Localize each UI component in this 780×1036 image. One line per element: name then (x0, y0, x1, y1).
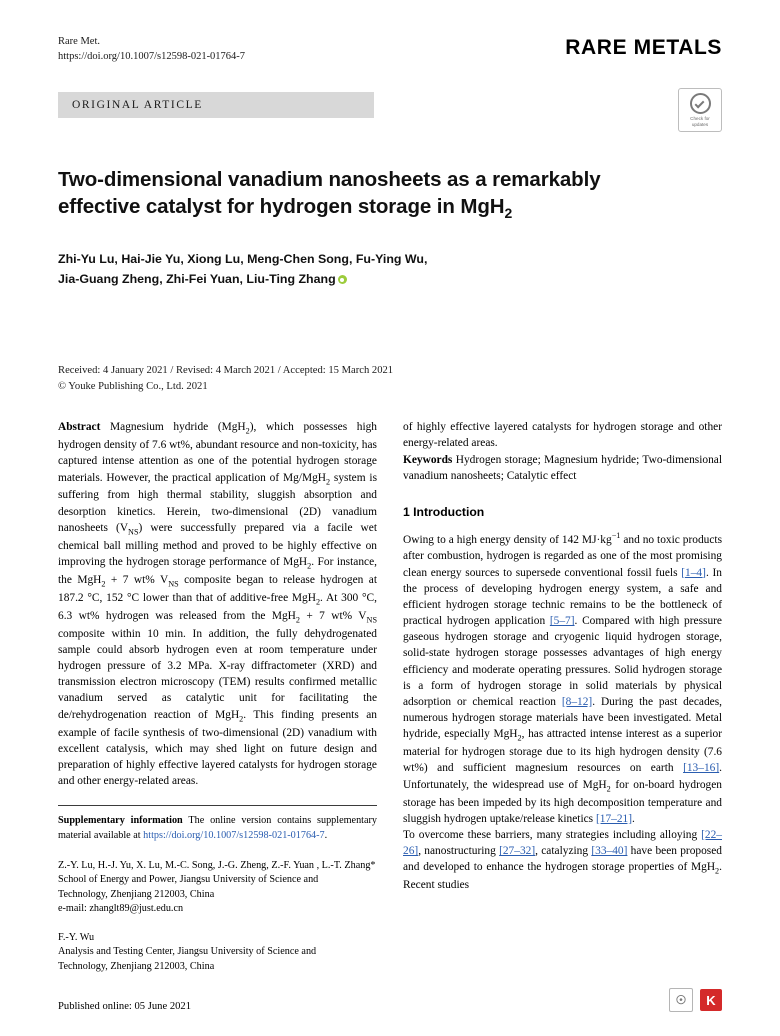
author-line-1: Zhi-Yu Lu, Hai-Jie Yu, Xiong Lu, Meng-Chen Song, Fu-Ying Wu, (58, 251, 428, 266)
doi-text: https://doi.org/10.1007/s12598-021-01764-7 (58, 51, 246, 63)
affiliation-2-address-line1: Analysis and Testing Center, Jiangsu University of Science and (58, 946, 317, 958)
intro-p1-h: for on-board hydrogen storage has been impeded by its high decomposition temperature and sluggish hydrogen uptake/release kinetics (403, 778, 723, 825)
article-type-row (58, 92, 722, 132)
keywords-label: Keywords (403, 453, 453, 466)
crossmark-label-line1: Check for (690, 115, 710, 121)
citation-27-32[interactable]: [27–32] (499, 845, 536, 858)
copyright-line: © Youke Publishing Co., Ltd. 2021 (58, 381, 208, 393)
article-type-badge: ORIGINAL ARTICLE (58, 92, 374, 118)
intro-p2-a: To overcome these barriers, many strategies including alloying (403, 828, 702, 841)
publication-dates (58, 363, 722, 395)
intro-p1-a: Owing to a high energy density of 142 MJ·kg (403, 534, 612, 547)
section-heading-introduction: 1 Introduction (403, 505, 485, 519)
abstract-text-1: Magnesium hydride (MgH (100, 421, 246, 434)
title-subscript: 2 (504, 205, 513, 222)
keywords-text: Hydrogen storage; Magnesium hydride; Two-dimensional vanadium nanosheets; Catalytic effect (403, 453, 722, 482)
abstract-text-5: . For instance, the MgH (58, 555, 377, 586)
affiliation-1-email[interactable]: e-mail: zhanglt89@just.edu.cn (58, 903, 184, 915)
journal-short-name: Rare Met. (58, 36, 100, 47)
citation-13-16[interactable]: [13–16] (683, 762, 720, 775)
published-date: Published online: 05 June 2021 (58, 1001, 192, 1012)
affiliation-2-authors: F.-Y. Wu (58, 931, 95, 943)
crossmark-label-line2: updates (691, 121, 709, 127)
affiliations (58, 859, 377, 974)
journal-title: RARE METALS (565, 36, 722, 59)
title-line-1: Two-dimensional vanadium nanosheets as a remarkably (58, 168, 601, 191)
crossmark-button[interactable] (678, 88, 722, 132)
supplementary-text: The online version contains supplementary material available at (58, 815, 377, 841)
intro-p1-b: and no toxic products after combustion, hydrogen is regarded as one of the most promising clean energy sources to supersede conventional fossil fuels (403, 534, 722, 579)
affiliation-block-2 (58, 931, 377, 974)
page-title (58, 166, 722, 223)
abstract-paragraph: Abstract Magnesium hydride (MgH$_2$), which possesses high hydrogen density of 7.6 wt%, abundant resource and non-toxicity, has captured intense attention as one of the potential hydrogen storage materials. However, the practical application of Mg/MgH$_2$ system is suffering from high thermal stability, sluggish absorption and desorption kinetics. Herein, two-dimensional (2D) vanadium nanosheets $(V_{NS})$ were successfully prepared via a facile wet chemical ball milling method and proved to be highly effective on improving the hydrogen storage performance of MgH$_2$. For instance, the MgH$_2$ + 7 wt% $V_{NS}$ composite began to release hydrogen at 187.2 °C, 152 °C lower than that of additive-free MgH$_2$. At 300 °C, 6.3 wt% hydrogen was released from the MgH$_2$ + 7 wt% $V_{NS}$ composite within 10 min. In addition, the fully dehydrogenated sample could absorb hydrogen even at room temperature under hydrogen pressure of 3.2 MPa. X-ray diffractometer (XRD) and transmission electron microscopy (TEM) results confirmed metallic vanadium served as catalytic unit for facilitating the de/rehydrogenation reaction of MgH$_2$. This finding presents an example of facile synthesis of two-dimensional (2D) vanadium with excellent catalysis, which may shed light on future design and preparation of highly effective layered catalysts for hydrogen storage and other energy-related areas. (58, 421, 378, 788)
intro-p1-e: . During the past decades, numerous hydrogen storage materials have been investigated. Metal hydride, especially MgH (403, 696, 722, 741)
intro-p1-i: . (632, 812, 635, 825)
column-right (403, 419, 722, 974)
abstract-text-10: composite within 10 min. In addition, the fully dehydrogenated sample could absorb hydrogen even at room temperature under hydrogen pressure of 3.2 MPa. X-ray diffractometer (XRD) and transmission electron microscopy (TEM) results confirmed metallic vanadium served as catalytic unit for facilitating the de/rehydrogenation reaction of MgH (58, 627, 377, 721)
citation-5-7[interactable]: [5–7] (549, 615, 575, 628)
abstract-tail-text: of highly effective layered catalysts for hydrogen storage and other energy-related areas. (403, 421, 722, 450)
supplementary-label: Supplementary information (58, 815, 183, 827)
supplementary-note (58, 814, 377, 843)
page-header (58, 34, 722, 76)
author-list (58, 249, 722, 290)
citation-8-12[interactable]: [8–12] (561, 696, 593, 708)
abstract-text-8: . At 300 °C, 6.3 wt% hydrogen was released from the MgH (58, 591, 377, 622)
intro-p1-d: . Compared with high pressure gaseous hydrogen storage and cryogenic liquid hydrogen storage, solid-state hydrogen storage possesses advantages of high energy efficiency and moderate operating pressures. Solid hydrogen storage is a form of hydrogen storage in solid materials by physical adsorption or chemical reaction (403, 615, 722, 708)
supplementary-doi-link[interactable]: https://doi.org/10.1007/s12598-021-01764-7 (143, 829, 325, 841)
intro-p2-d: have been proposed and developed to enhance the hydrogen storage properties of MgH (403, 845, 722, 874)
affiliation-1-authors: Z.-Y. Lu, H.-J. Yu, X. Lu, M.-C. Song, J.-G. Zheng, Z.-F. Yuan , L.-T. Zhang* (58, 859, 376, 871)
intro-p1-f: , has attracted intense interest as a superior material for hydrogen storage due to its high hydrogen density (7.6 wt%) and sufficient magnesium resources on earth (403, 728, 722, 775)
orcid-icon[interactable] (338, 275, 347, 284)
affiliation-2-address-line2: Technology, Zhenjiang 212003, China (58, 960, 215, 972)
journal-meta (58, 34, 245, 64)
abstract-text-11: . This finding presents an example of facile synthesis of two-dimensional (2D) vanadium with excellent catalysis, which may shed light on future design and preparation of highly effective layered catalysts for hydrogen storage and other energy-related areas. (58, 708, 377, 788)
abstract-text-9: + 7 wt% V (300, 609, 367, 622)
received-revised-accepted: Received: 4 January 2021 / Revised: 4 March 2021 / Accepted: 15 March 2021 (58, 365, 394, 377)
intro-p1-g: . Unfortunately, the widespread use of MgH (403, 762, 722, 791)
abstract-text-3: system is suffering from high thermal stability, sluggish absorption and desorption kinetics. Herein, two-dimensional (2D) vanadium nanosheets (V (58, 471, 378, 534)
page-footer (58, 988, 722, 1012)
column-left (58, 419, 377, 974)
check-circle-icon (690, 93, 711, 114)
intro-paragraph-2: To overcome these barriers, many strategies including alloying [22–26], nanostructuring [27–32], catalyzing [33–40] have been proposed and developed to enhance the hydrogen storage properties of MgH$_2$. Recent studies (403, 828, 722, 892)
affiliation-1-address-line2: Technology, Zhenjiang 212003, China (58, 888, 215, 900)
citation-17-21[interactable]: [17–21] (595, 812, 633, 825)
intro-p1-sup: −1 (611, 531, 621, 541)
intro-p2-e: . Recent studies (403, 861, 722, 892)
abstract-text-4: ) were successfully prepared via a facile wet chemical ball milling method and proved to be highly effective on improving the hydrogen storage performance of MgH (58, 521, 377, 568)
citation-22-26[interactable]: [22–26] (403, 828, 722, 858)
citation-33-40[interactable]: [33–40] (591, 845, 628, 858)
title-line-2: effective catalyst for hydrogen storage in MgH (58, 195, 505, 219)
abstract-continuation (403, 419, 722, 451)
keywords-paragraph (403, 452, 722, 484)
author-line-2-text: Jia-Guang Zheng, Zhi-Fei Yuan, Liu-Ting Zhang (58, 272, 336, 286)
abstract-label: Abstract (58, 421, 101, 434)
abstract-text-2: ), which possesses high hydrogen density of 7.6 wt%, abundant resource and non-toxicity, has captured intense attention as one of the potential hydrogen storage materials. However, the practical application of Mg/MgH (58, 421, 378, 484)
affiliation-block-1 (58, 859, 377, 917)
supplementary-tail: . (324, 829, 328, 841)
footnote-divider (58, 805, 377, 806)
author-line-2 (58, 269, 722, 289)
intro-p1-c: . In the process of developing hydrogen energy system, a safe and efficient hydrogen storage technic remains to be the bottleneck of practical hydrogen application (403, 566, 723, 628)
intro-paragraph-1: Owing to a high energy density of 142 $MJ\cdot kg^{-1}$ and no toxic products after combustion, hydrogen is regarded as one of the most promising clean energy sources to supersede conventional fossil fuels [1–4]. In the process of developing hydrogen energy system, a safe and efficient hydrogen storage technic remains to be the bottleneck of practical hydrogen application [5–7]. Compared with high pressure gaseous hydrogen storage and cryogenic liquid hydrogen storage, solid-state hydrogen storage possesses advantages of high energy efficiency and moderate operating pressures. Solid hydrogen storage is a form of hydrogen storage in solid materials by physical adsorption or chemical reaction [8–12]. During the past decades, numerous hydrogen storage materials have been investigated. Metal hydride, especially MgH$_2$, has attracted intense interest as a superior material for hydrogen storage due to its high hydrogen density (7.6 wt%) and sufficient magnesium resources on earth [13–16]. Unfortunately, the widespread use of MgH$_2$ for on-board hydrogen storage has been impeded by its high decomposition temperature and sluggish hydrogen uptake/release kinetics [17–21]. (403, 531, 723, 825)
affiliation-1-address-line1: School of Energy and Power, Jiangsu University of Science and (58, 874, 319, 886)
springer-logo-icon: ☉ (669, 988, 693, 1012)
citation-1-4[interactable]: [1–4] (681, 566, 706, 579)
publisher-logos (669, 988, 722, 1012)
youke-logo-icon: K (700, 989, 722, 1011)
abstract-text-7: composite began to release hydrogen at 187.2 °C, 152 °C lower than that of additive-free MgH (58, 573, 377, 604)
intro-p2-b: , nanostructuring (418, 845, 500, 858)
abstract-text-6: + 7 wt% V (105, 573, 169, 586)
body-columns (58, 419, 722, 974)
intro-p2-c: , catalyzing (535, 845, 592, 858)
